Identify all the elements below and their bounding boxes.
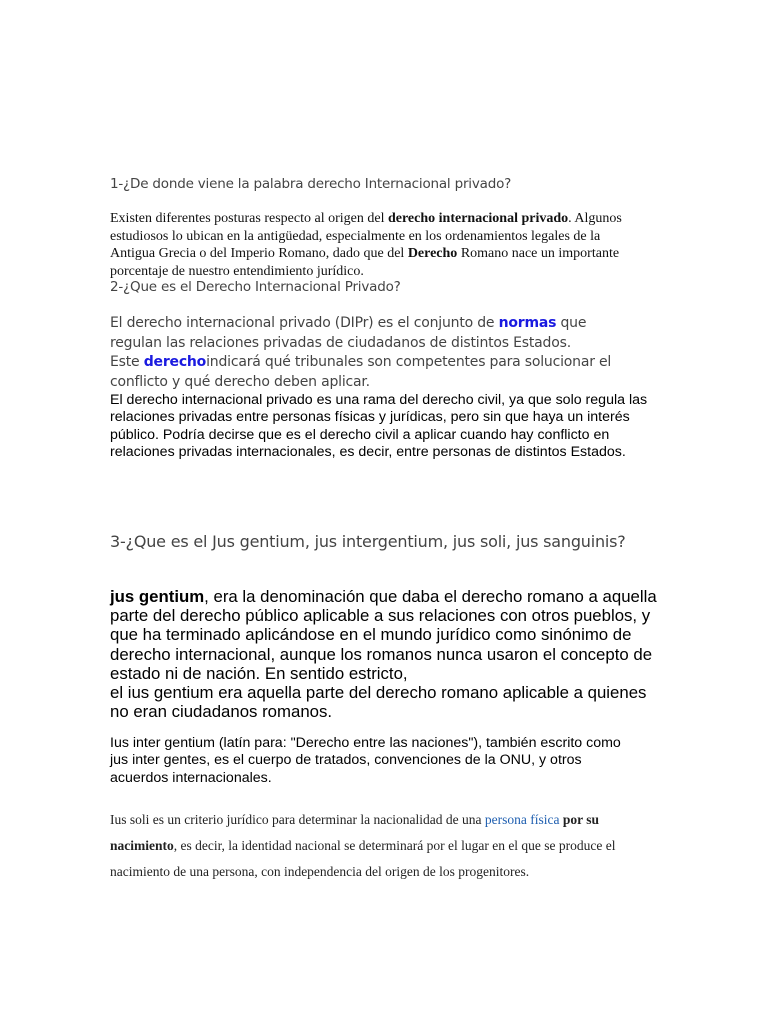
normas-link[interactable]: normas bbox=[498, 315, 557, 331]
question-1-answer bbox=[110, 210, 640, 280]
answer-text: . Algunos estudiosos lo ubican en la antigüedad, especialmente en los ordenamientos legales de la Antigua Grecia o del Imperio Romano, dado que del bbox=[110, 211, 622, 261]
por-su-nacimiento-term: por su nacimiento bbox=[110, 812, 599, 853]
question-3-paragraph-1 bbox=[110, 587, 658, 721]
answer-text: , era la denominación que daba el derecho romano a aquella parte del derecho público aplicable a sus relaciones con otros pueblos, y que ha terminado aplicándose en el mundo jurídico como sinónimo de derecho internacional, aunque los romanos nunca usaron el concepto de estado ni de nación. En sentido estricto, bbox=[110, 587, 657, 683]
answer-text: indicará qué tribunales son competentes para solucionar el conflicto y qué derecho deben aplicar. bbox=[110, 354, 612, 390]
question-2-heading: 2-¿Que es el Derecho Internacional Privado? bbox=[110, 279, 401, 295]
answer-text: Existen diferentes posturas respecto al origen del bbox=[110, 211, 388, 226]
question-2-paragraph-1 bbox=[110, 314, 630, 353]
question-3-paragraph-3 bbox=[110, 807, 658, 885]
question-3-paragraph-2: Ius inter gentium (latín para: "Derecho entre las naciones"), también escrito como jus inter gentes, es el cuerpo de tratados, convenciones de la ONU, y otros acuerdos internacionales. bbox=[110, 735, 621, 786]
answer-text: Ius soli es un criterio jurídico para determinar la nacionalidad de una bbox=[110, 812, 485, 827]
answer-text: Romano nace un importante porcentaje de nuestro entendimiento jurídico. bbox=[110, 246, 620, 279]
derecho-link[interactable]: derecho bbox=[143, 354, 207, 370]
answer-text: Este bbox=[110, 354, 144, 370]
question-2-paragraph-3: El derecho internacional privado es una rama del derecho civil, ya que solo regula las relaciones privadas entre personas físicas y jurídicas, pero sin que haya un interés público. Podría decirse que es el derecho civil a aplicar cuando hay conflicto en relaciones privadas internacionales, es decir, entre personas de distintos Estados. bbox=[110, 392, 648, 461]
persona-fisica-link[interactable]: persona física bbox=[484, 812, 560, 827]
answer-text: , es decir, la identidad nacional se determinará por el lugar en el que se produce el nacimiento de una persona, con independencia del origen de los progenitores. bbox=[110, 838, 616, 879]
question-2-paragraph-2 bbox=[110, 353, 645, 392]
answer-text: que regulan las relaciones privadas de ciudadanos de distintos Estados. bbox=[110, 315, 587, 351]
question-1-heading: 1-¿De donde viene la palabra derecho Internacional privado? bbox=[110, 176, 512, 192]
question-3-heading: 3-¿Que es el Jus gentium, jus intergentium, jus soli, jus sanguinis? bbox=[110, 532, 626, 551]
answer-text: el ius gentium era aquella parte del derecho romano aplicable a quienes no eran ciudadanos romanos. bbox=[110, 683, 647, 722]
jus-gentium-term: jus gentium bbox=[110, 587, 205, 606]
answer-bold-term: derecho internacional privado bbox=[387, 211, 569, 226]
answer-bold-term: Derecho bbox=[407, 246, 458, 261]
answer-text: El derecho internacional privado (DIPr) es el conjunto de bbox=[110, 315, 499, 331]
